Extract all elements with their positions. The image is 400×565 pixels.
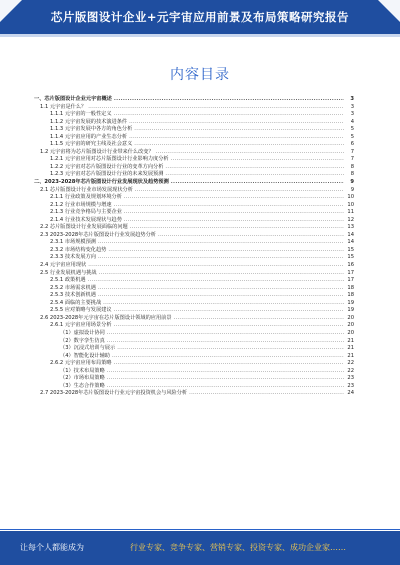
toc-entry[interactable] bbox=[34, 322, 354, 330]
toc-entry-label: 1.1.2 元宇宙发展的技术演进条件 bbox=[50, 118, 128, 125]
toc-leader-dots bbox=[124, 217, 344, 225]
toc-entry-page: 3 bbox=[350, 103, 354, 110]
toc-leader-dots bbox=[114, 111, 344, 119]
toc-entry-page: 21 bbox=[347, 352, 354, 359]
toc-leader-dots bbox=[107, 368, 344, 376]
toc-entry-page: 19 bbox=[347, 307, 354, 314]
toc-entry-page: 5 bbox=[350, 126, 354, 133]
toc-leader-dots bbox=[158, 232, 344, 240]
toc-leader-dots bbox=[114, 307, 344, 315]
toc-entry-page: 19 bbox=[347, 299, 354, 306]
toc-entry[interactable] bbox=[34, 330, 354, 338]
toc-entry[interactable] bbox=[34, 345, 354, 353]
toc-leader-dots bbox=[134, 141, 344, 149]
toc-entry[interactable] bbox=[34, 104, 354, 112]
toc-entry[interactable] bbox=[34, 360, 354, 368]
toc-entry-label: （3）生态合作策略 bbox=[60, 382, 105, 389]
toc-entry-page: 4 bbox=[350, 118, 354, 125]
report-footer bbox=[0, 531, 400, 565]
toc-entry[interactable] bbox=[34, 277, 354, 285]
toc-entry-label: 2.7 2023-2028年芯片版图设计行业元宇宙投资机会与风险分析 bbox=[40, 390, 188, 397]
toc-leader-dots bbox=[117, 345, 344, 353]
toc-leader-dots bbox=[88, 277, 344, 285]
toc-entry-label: 1.2.3 元宇宙对芯片版图设计行业的未来发展预测 bbox=[50, 171, 164, 178]
toc-leader-dots bbox=[107, 338, 344, 346]
toc-leader-dots bbox=[129, 119, 344, 127]
toc-entry-page: 12 bbox=[347, 216, 354, 223]
toc-entry-page: 22 bbox=[347, 360, 354, 367]
toc-entry-label: 1.2 元宇宙将为芯片版图设计行业带来什么改变？ bbox=[40, 148, 154, 155]
toc-entry[interactable] bbox=[34, 262, 354, 270]
toc-leader-dots bbox=[114, 202, 344, 210]
toc-leader-dots bbox=[112, 353, 344, 361]
toc-leader-dots bbox=[88, 262, 344, 270]
toc-title: 内容目录 bbox=[170, 67, 230, 83]
toc-entry-page: 18 bbox=[347, 292, 354, 299]
toc-entry-label: 1.1.3 元宇宙发展中各方的角色分析 bbox=[50, 126, 133, 133]
toc-entry-label: （2）数字孪生仿真 bbox=[60, 337, 105, 344]
table-of-contents bbox=[34, 96, 354, 398]
toc-entry-label: （4）智能化设计辅助 bbox=[60, 352, 110, 359]
toc-entry-page: 8 bbox=[350, 171, 354, 178]
toc-leader-dots bbox=[108, 247, 344, 255]
toc-entry-label: 2.3.2 市场结构变化趋势 bbox=[50, 246, 107, 253]
toc-entry-page: 14 bbox=[347, 239, 354, 246]
toc-entry[interactable] bbox=[34, 390, 354, 398]
toc-entry-label: 二、2023-2028年芯片版图设计行业发展现状及趋势预测 bbox=[34, 179, 169, 186]
toc-leader-dots bbox=[107, 330, 344, 338]
toc-entry[interactable] bbox=[34, 239, 354, 247]
toc-entry-label: 2.3 2023-2028年芯片版图设计行业发展趋势分析 bbox=[40, 231, 156, 238]
toc-leader-dots bbox=[99, 270, 344, 278]
toc-leader-dots bbox=[135, 187, 344, 195]
toc-entry-page: 9 bbox=[350, 186, 354, 193]
toc-entry-page: 21 bbox=[347, 337, 354, 344]
toc-entry-label: 2.2 芯片版图设计行业发展面临的问题 bbox=[40, 224, 128, 231]
toc-leader-dots bbox=[103, 300, 344, 308]
toc-entry-label: 2.1.4 行业技术发展现状与趋势 bbox=[50, 216, 122, 223]
toc-entry[interactable] bbox=[34, 96, 354, 104]
report-title: 芯片版图设计企业+元宇宙应用前景及布局策略研究报告 bbox=[50, 10, 350, 24]
toc-leader-dots bbox=[114, 322, 344, 330]
toc-entry-page: 5 bbox=[350, 133, 354, 140]
toc-entry[interactable] bbox=[34, 194, 354, 202]
toc-entry[interactable] bbox=[34, 141, 354, 149]
toc-entry-page: 18 bbox=[347, 284, 354, 291]
toc-entry-label: 2.1.2 行业市场规模与增速 bbox=[50, 201, 112, 208]
toc-entry[interactable] bbox=[34, 187, 354, 195]
toc-entry-page: 20 bbox=[347, 314, 354, 321]
toc-leader-dots bbox=[189, 390, 344, 398]
toc-entry-page: 22 bbox=[347, 367, 354, 374]
toc-entry-page: 17 bbox=[347, 269, 354, 276]
toc-entry-page: 17 bbox=[347, 277, 354, 284]
toc-leader-dots bbox=[124, 194, 344, 202]
toc-entry[interactable] bbox=[34, 179, 354, 187]
toc-leader-dots bbox=[98, 254, 344, 262]
toc-entry-label: （3）沉浸式培训与展示 bbox=[60, 345, 116, 352]
toc-leader-dots bbox=[88, 104, 344, 112]
toc-leader-dots bbox=[129, 134, 344, 142]
toc-entry[interactable] bbox=[34, 307, 354, 315]
toc-entry-label: 2.5.1 政策机遇 bbox=[50, 277, 86, 284]
toc-entry[interactable] bbox=[34, 171, 354, 179]
toc-entry-label: 2.3.1 市场规模预测 bbox=[50, 239, 96, 246]
toc-leader-dots bbox=[171, 156, 344, 164]
toc-leader-dots bbox=[130, 224, 344, 232]
toc-entry-label: 2.5 行业发展机遇与挑战 bbox=[40, 269, 97, 276]
toc-entry-label: 2.1.1 行业政策及规划环境分析 bbox=[50, 194, 122, 201]
toc-entry-page: 10 bbox=[347, 201, 354, 208]
toc-entry-label: 1.1.4 元宇宙应用的产业生态分析 bbox=[50, 133, 128, 140]
toc-entry-label: 1.2.1 元宇宙应用对芯片版图设计行业影响力度分析 bbox=[50, 156, 169, 163]
toc-entry-page: 23 bbox=[347, 382, 354, 389]
toc-leader-dots bbox=[134, 126, 344, 134]
toc-entry-label: 2.3.3 技术发展方向 bbox=[50, 254, 96, 261]
toc-entry[interactable] bbox=[34, 156, 354, 164]
toc-entry-label: （1）技术布局策略 bbox=[60, 367, 105, 374]
toc-entry-label: 2.6.1 元宇宙应用场景分析 bbox=[50, 322, 112, 329]
toc-leader-dots bbox=[165, 171, 344, 179]
toc-entry-label: 1.1.1 元宇宙的一般性定义 bbox=[50, 111, 112, 118]
toc-entry-label: 2.4 元宇宙应用现状 bbox=[40, 262, 87, 269]
toc-entry-label: （1）虚拟设计协同 bbox=[60, 329, 105, 336]
footer-expert-list: 行业专家、竞争专家、营销专家、投资专家、成功企业家…… bbox=[130, 543, 346, 552]
toc-entry[interactable] bbox=[34, 353, 354, 361]
toc-entry-label: 2.5.5 应对策略与发展建议 bbox=[50, 307, 112, 314]
toc-entry[interactable] bbox=[34, 254, 354, 262]
toc-leader-dots bbox=[98, 292, 344, 300]
toc-entry[interactable] bbox=[34, 111, 354, 119]
toc-leader-dots bbox=[114, 360, 344, 368]
toc-entry-page: 7 bbox=[350, 148, 354, 155]
header-divider bbox=[0, 34, 400, 37]
toc-entry-page: 7 bbox=[350, 156, 354, 163]
toc-entry-page: 3 bbox=[350, 111, 354, 118]
toc-entry-label: 2.1.3 行业竞争格局与主要企业 bbox=[50, 209, 122, 216]
toc-entry-page: 6 bbox=[350, 141, 354, 148]
toc-entry-page: 21 bbox=[347, 345, 354, 352]
toc-entry-label: 1.2.2 元宇宙对芯片版图设计行业的变革方向分析 bbox=[50, 163, 164, 170]
toc-entry-label: 1.1 元宇宙是什么？ bbox=[40, 103, 87, 110]
toc-entry[interactable] bbox=[34, 292, 354, 300]
toc-entry-label: 2.1 芯片版图设计行业市场发展现状分析 bbox=[40, 186, 133, 193]
toc-entry[interactable] bbox=[34, 338, 354, 346]
toc-leader-dots bbox=[165, 164, 344, 172]
toc-leader-dots bbox=[124, 209, 344, 217]
toc-entry-page: 24 bbox=[347, 390, 354, 397]
toc-leader-dots bbox=[98, 285, 344, 293]
footer-slogan: 让每个人都能成为 bbox=[20, 543, 84, 552]
toc-entry-page: 20 bbox=[347, 329, 354, 336]
toc-entry-page: 15 bbox=[347, 254, 354, 261]
toc-entry-page: 11 bbox=[347, 209, 354, 216]
toc-entry-page: 15 bbox=[347, 246, 354, 253]
toc-entry-page: 13 bbox=[347, 224, 354, 231]
toc-entry-page: 16 bbox=[347, 262, 354, 269]
toc-entry[interactable] bbox=[34, 209, 354, 217]
toc-entry-page: 3 bbox=[350, 96, 354, 102]
toc-entry-label: （2）市场布局策略 bbox=[60, 375, 105, 382]
toc-leader-dots bbox=[156, 149, 344, 157]
toc-entry[interactable] bbox=[34, 126, 354, 134]
toc-entry-label: 2.5.2 市场需求机遇 bbox=[50, 284, 96, 291]
toc-leader-dots bbox=[174, 315, 344, 323]
toc-entry-label: 一、芯片版图设计企业元宇宙概述 bbox=[34, 96, 112, 102]
toc-leader-dots bbox=[107, 375, 344, 383]
toc-entry-label: 2.5.3 技术创新机遇 bbox=[50, 292, 96, 299]
toc-entry-page: 23 bbox=[347, 375, 354, 382]
toc-leader-dots bbox=[98, 239, 344, 247]
toc-entry[interactable] bbox=[34, 375, 354, 383]
toc-entry-page: 9 bbox=[350, 179, 354, 186]
toc-entry[interactable] bbox=[34, 224, 354, 232]
toc-leader-dots bbox=[171, 179, 344, 187]
toc-entry-label: 2.6.2 元宇宙应用布局策略 bbox=[50, 360, 112, 367]
toc-entry-page: 10 bbox=[347, 194, 354, 201]
toc-entry-page: 8 bbox=[350, 163, 354, 170]
toc-entry-label: 2.6 2023-2028年元宇宙在芯片版图设计领域的应用前景 bbox=[40, 314, 172, 321]
toc-entry-page: 20 bbox=[347, 322, 354, 329]
toc-entry-label: 2.5.4 面临的主要挑战 bbox=[50, 299, 102, 306]
toc-entry[interactable] bbox=[34, 270, 354, 278]
toc-entry-label: 1.1.5 元宇宙的研究主线及社会意义 bbox=[50, 141, 133, 148]
toc-entry-page: 14 bbox=[347, 231, 354, 238]
report-header bbox=[0, 0, 400, 34]
toc-leader-dots bbox=[114, 96, 344, 104]
footer-divider bbox=[0, 529, 400, 530]
